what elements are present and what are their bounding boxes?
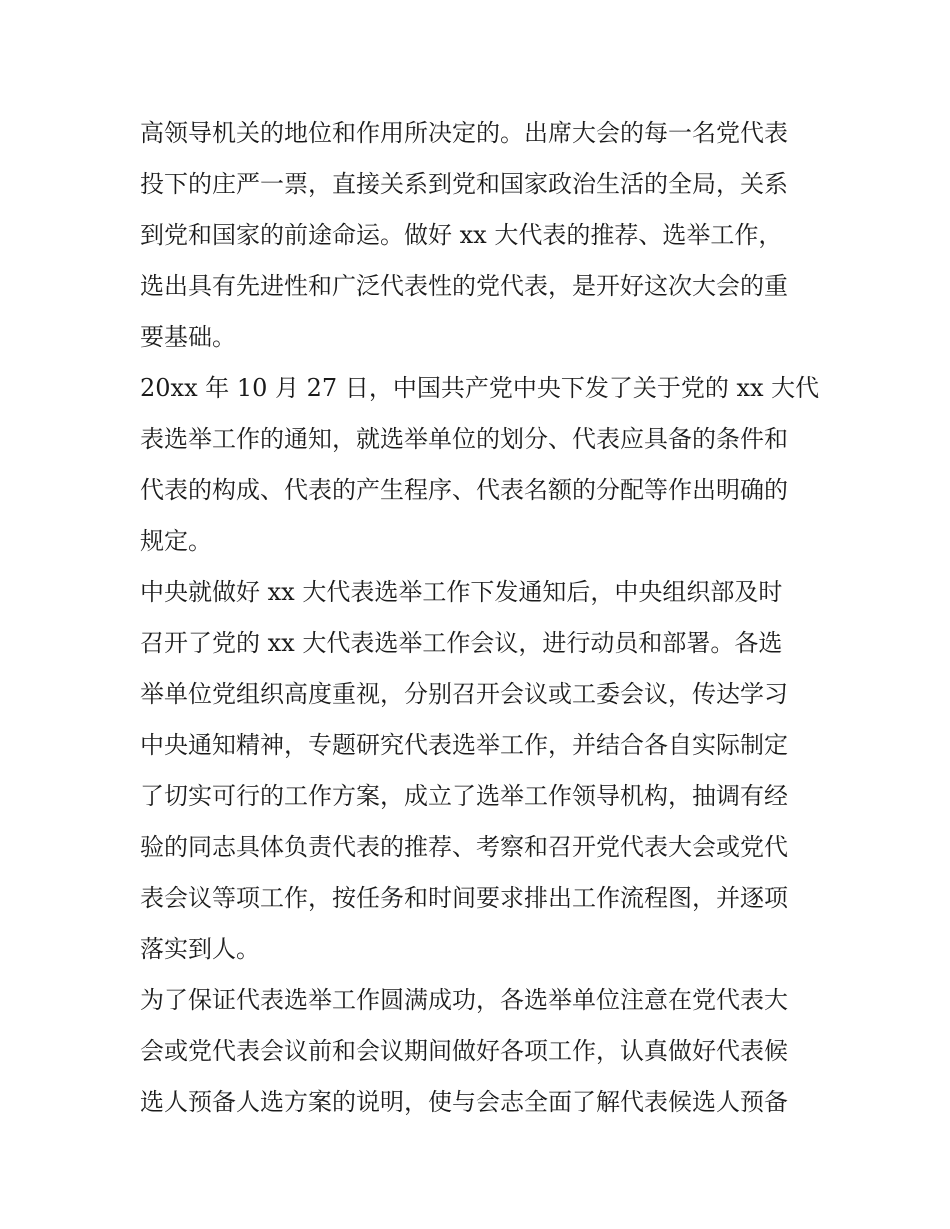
text-line: 选人预备人选方案的说明，使与会志全面了解代表候选人预备	[140, 1088, 788, 1116]
text-line: 验的同志具体负责代表的推荐、考察和召开党代表大会或党代	[140, 833, 788, 861]
text-line: 中央就做好 xx 大代表选举工作下发通知后，中央组织部及时	[140, 578, 783, 606]
text-line: 举单位党组织高度重视，分别召开会议或工委会议，传达学习	[140, 680, 788, 708]
text-line: 选出具有先进性和广泛代表性的党代表，是开好这次大会的重	[140, 272, 788, 300]
text-line: 到党和国家的前途命运。做好 xx 大代表的推荐、选举工作，	[140, 221, 783, 249]
text-line: 要基础。	[140, 323, 236, 351]
text-line: 高领导机关的地位和作用所决定的。出席大会的每一名党代表	[140, 119, 788, 147]
text-line: 投下的庄严一票，直接关系到党和国家政治生活的全局，关系	[140, 170, 788, 198]
text-line: 为了保证代表选举工作圆满成功，各选举单位注意在党代表大	[140, 986, 788, 1014]
text-line: 了切实可行的工作方案，成立了选举工作领导机构，抽调有经	[140, 782, 788, 810]
text-line: 会或党代表会议前和会议期间做好各项工作，认真做好代表候	[140, 1037, 788, 1065]
text-line: 落实到人。	[140, 935, 260, 963]
text-line: 表会议等项工作，按任务和时间要求排出工作流程图，并逐项	[140, 884, 788, 912]
body-text	[140, 108, 830, 1128]
text-line: 规定。	[140, 527, 212, 555]
text-line: 20xx 年 10 月 27 日，中国共产党中央下发了关于党的 xx 大代	[140, 374, 820, 402]
text-line: 代表的构成、代表的产生程序、代表名额的分配等作出明确的	[140, 476, 788, 504]
text-line: 召开了党的 xx 大代表选举工作会议，进行动员和部署。各选	[140, 629, 783, 657]
text-line: 中央通知精神，专题研究代表选举工作，并结合各自实际制定	[140, 731, 788, 759]
text-line: 表选举工作的通知，就选举单位的划分、代表应具备的条件和	[140, 425, 788, 453]
